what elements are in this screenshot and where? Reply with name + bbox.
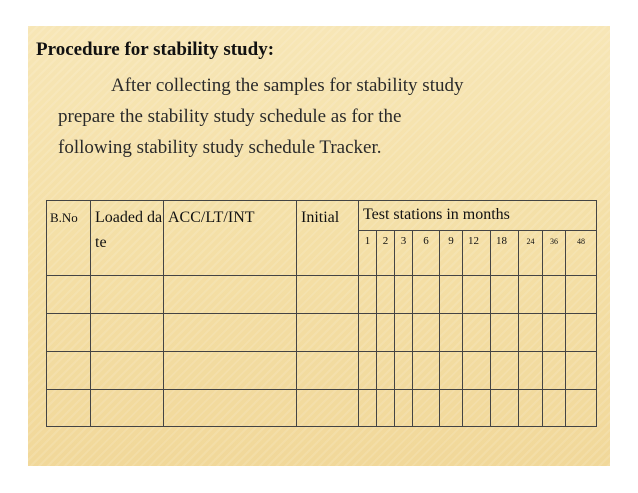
month-header: 6 <box>413 231 440 276</box>
table-cell <box>164 352 297 390</box>
paragraph-line-1: After collecting the samples for stability study <box>111 75 464 96</box>
table-cell <box>297 314 359 352</box>
month-header: 9 <box>440 231 463 276</box>
table-cell <box>543 390 566 427</box>
table-cell <box>297 390 359 427</box>
table-cell <box>164 314 297 352</box>
table-cell <box>440 314 463 352</box>
table-cell <box>543 276 566 314</box>
header-initial: Initial <box>297 201 359 276</box>
table-cell <box>91 276 164 314</box>
table-cell <box>359 390 377 427</box>
table-cell <box>377 352 395 390</box>
table-row <box>47 314 597 352</box>
table-cell <box>440 352 463 390</box>
table-cell <box>566 352 597 390</box>
table-cell <box>91 390 164 427</box>
table-cell <box>164 276 297 314</box>
month-header: 48 <box>566 231 597 276</box>
table-cell <box>413 314 440 352</box>
month-header: 2 <box>377 231 395 276</box>
table-cell <box>491 314 519 352</box>
table-cell <box>359 276 377 314</box>
table-cell <box>491 390 519 427</box>
table-cell <box>440 276 463 314</box>
header-loaded-date: Loaded date <box>91 201 164 276</box>
table-cell <box>413 352 440 390</box>
month-header: 12 <box>463 231 491 276</box>
table-cell <box>519 352 543 390</box>
header-row-1 <box>47 201 597 231</box>
table-cell <box>377 276 395 314</box>
table-cell <box>359 352 377 390</box>
table-row <box>47 390 597 427</box>
table-cell <box>47 314 91 352</box>
table-cell <box>543 352 566 390</box>
table-cell <box>395 276 413 314</box>
month-header: 18 <box>491 231 519 276</box>
table-cell <box>543 314 566 352</box>
header-test-stations: Test stations in months <box>359 201 597 231</box>
month-header: 24 <box>519 231 543 276</box>
table-cell <box>413 390 440 427</box>
slide-paragraph <box>58 70 603 163</box>
table-cell <box>395 352 413 390</box>
paragraph-line-3: following stability study schedule Tracker. <box>58 137 382 158</box>
month-header: 36 <box>543 231 566 276</box>
table-cell <box>566 314 597 352</box>
table-cell <box>463 352 491 390</box>
stability-schedule-table <box>46 200 597 427</box>
table-cell <box>519 390 543 427</box>
paragraph-line-2: prepare the stability study schedule as for the <box>58 106 402 127</box>
table-cell <box>91 352 164 390</box>
month-header: 3 <box>395 231 413 276</box>
table-cell <box>566 276 597 314</box>
table-body <box>47 276 597 427</box>
table-cell <box>519 276 543 314</box>
table-cell <box>491 276 519 314</box>
table-cell <box>519 314 543 352</box>
table-cell <box>440 390 463 427</box>
slide-heading: Procedure for stability study: <box>36 39 275 60</box>
table-cell <box>395 314 413 352</box>
table-cell <box>297 352 359 390</box>
header-bno: B.No <box>47 201 91 276</box>
month-header: 1 <box>359 231 377 276</box>
table-cell <box>377 390 395 427</box>
table-cell <box>413 276 440 314</box>
table-cell <box>47 276 91 314</box>
table-cell <box>395 390 413 427</box>
table-cell <box>297 276 359 314</box>
table-cell <box>463 314 491 352</box>
table-cell <box>463 390 491 427</box>
top-bar <box>0 0 638 24</box>
table-cell <box>491 352 519 390</box>
table-cell <box>566 390 597 427</box>
table-cell <box>463 276 491 314</box>
table-row <box>47 276 597 314</box>
table-cell <box>47 352 91 390</box>
table-cell <box>164 390 297 427</box>
table-cell <box>359 314 377 352</box>
header-acc-lt-int: ACC/LT/INT <box>164 201 297 276</box>
table-cell <box>91 314 164 352</box>
table-row <box>47 352 597 390</box>
table-cell <box>47 390 91 427</box>
slide <box>28 26 610 466</box>
table-cell <box>377 314 395 352</box>
